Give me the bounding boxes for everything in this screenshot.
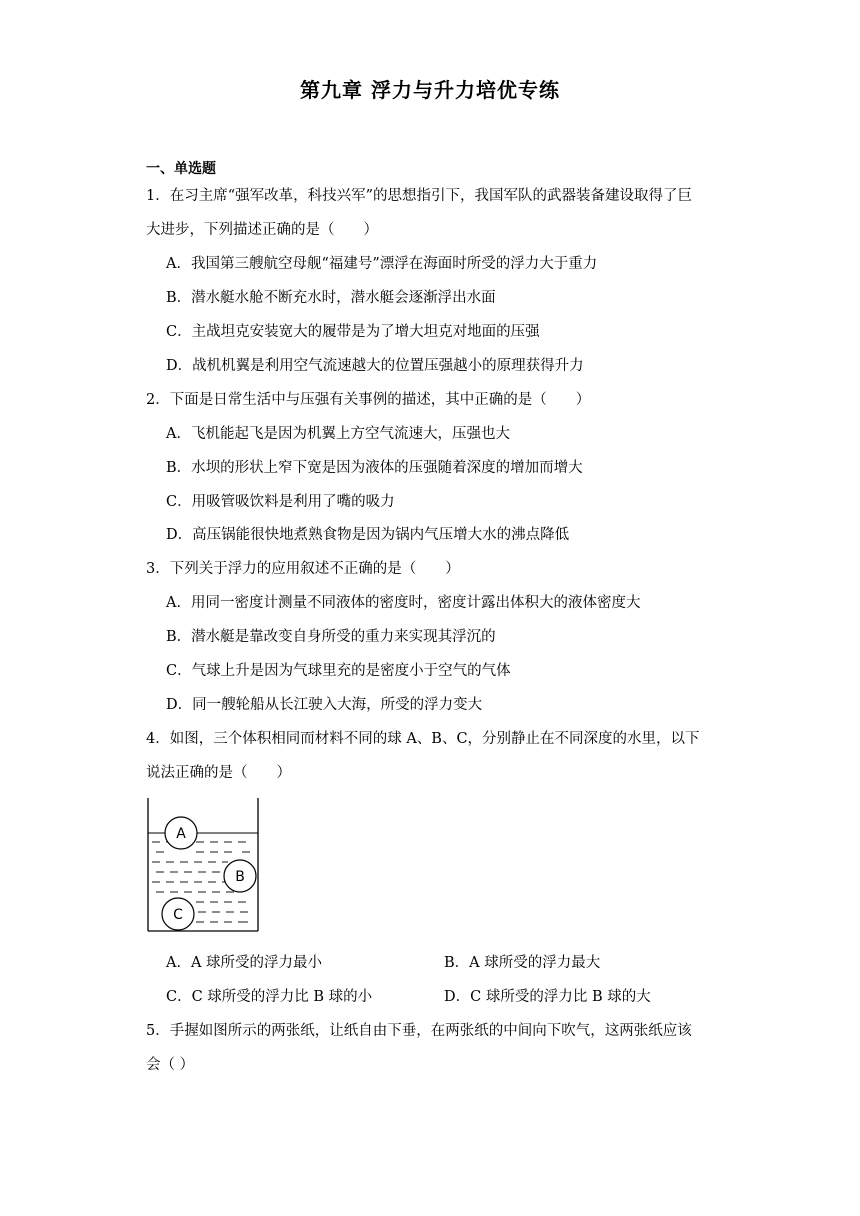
question-1-option-c: C．主战坦克安装宽大的履带是为了增大坦克对地面的压强 [166,324,540,340]
question-4-option-b: B．A 球所受的浮力最大 [444,955,601,971]
question-2-line-1: 2．下面是日常生活中与压强有关事例的描述，其中正确的是（ ） [146,392,591,408]
question-4-line-1: 4．如图，三个体积相同而材料不同的球 A、B、C，分别静止在不同深度的水里，以下 [146,731,700,747]
question-1-line-1: 1．在习主席“强军改革，科技兴军”的思想指引下，我国军队的武器装备建设取得了巨 [146,188,693,204]
ball-a-label: A [176,826,186,842]
ball-c-label: C [173,907,183,923]
question-3-option-c: C．气球上升是因为气球里充的是密度小于空气的气体 [166,663,511,679]
water-tank-diagram [140,792,270,934]
question-4-option-a: A．A 球所受的浮力最小 [166,955,323,971]
section-heading: 一、单选题 [146,161,216,177]
question-4-line-2: 说法正确的是（ ） [146,765,291,781]
question-4-option-d: D．C 球所受的浮力比 B 球的大 [444,989,651,1005]
question-1-option-b: B．潜水艇水舱不断充水时，潜水艇会逐渐浮出水面 [166,290,496,306]
question-3-line-1: 3．下列关于浮力的应用叙述不正确的是（ ） [146,561,460,577]
ball-b-label: B [235,869,245,885]
question-3-option-a: A．用同一密度计测量不同液体的密度时，密度计露出体积大的液体密度大 [166,595,641,611]
question-4-option-c: C．C 球所受的浮力比 B 球的小 [166,989,373,1005]
question-2-option-c: C．用吸管吸饮料是利用了嘴的吸力 [166,494,395,510]
question-2-option-d: D．高压锅能很快地煮熟食物是因为锅内气压增大水的沸点降低 [166,527,570,543]
question-5-line-2: 会（ ） [146,1057,195,1073]
question-3-option-d: D．同一艘轮船从长江驶入大海，所受的浮力变大 [166,697,483,713]
question-2-option-a: A．飞机能起飞是因为机翼上方空气流速大，压强也大 [166,426,510,442]
question-1-line-2: 大进步，下列描述正确的是（ ） [146,222,378,238]
question-1-option-a: A．我国第三艘航空母舰“福建号”漂浮在海面时所受的浮力大于重力 [166,256,598,272]
question-5-line-1: 5．手握如图所示的两张纸，让纸自由下垂，在两张纸的中间向下吹气，这两张纸应该 [146,1023,692,1039]
question-1-option-d: D．战机机翼是利用空气流速越大的位置压强越小的原理获得升力 [166,358,584,374]
question-3-option-b: B．潜水艇是靠改变自身所受的重力来实现其浮沉的 [166,629,496,645]
page-title: 第九章 浮力与升力培优专练 [300,78,560,102]
water-tank-figure [140,792,270,938]
question-2-option-b: B．水坝的形状上窄下宽是因为液体的压强随着深度的增加而增大 [166,460,583,476]
